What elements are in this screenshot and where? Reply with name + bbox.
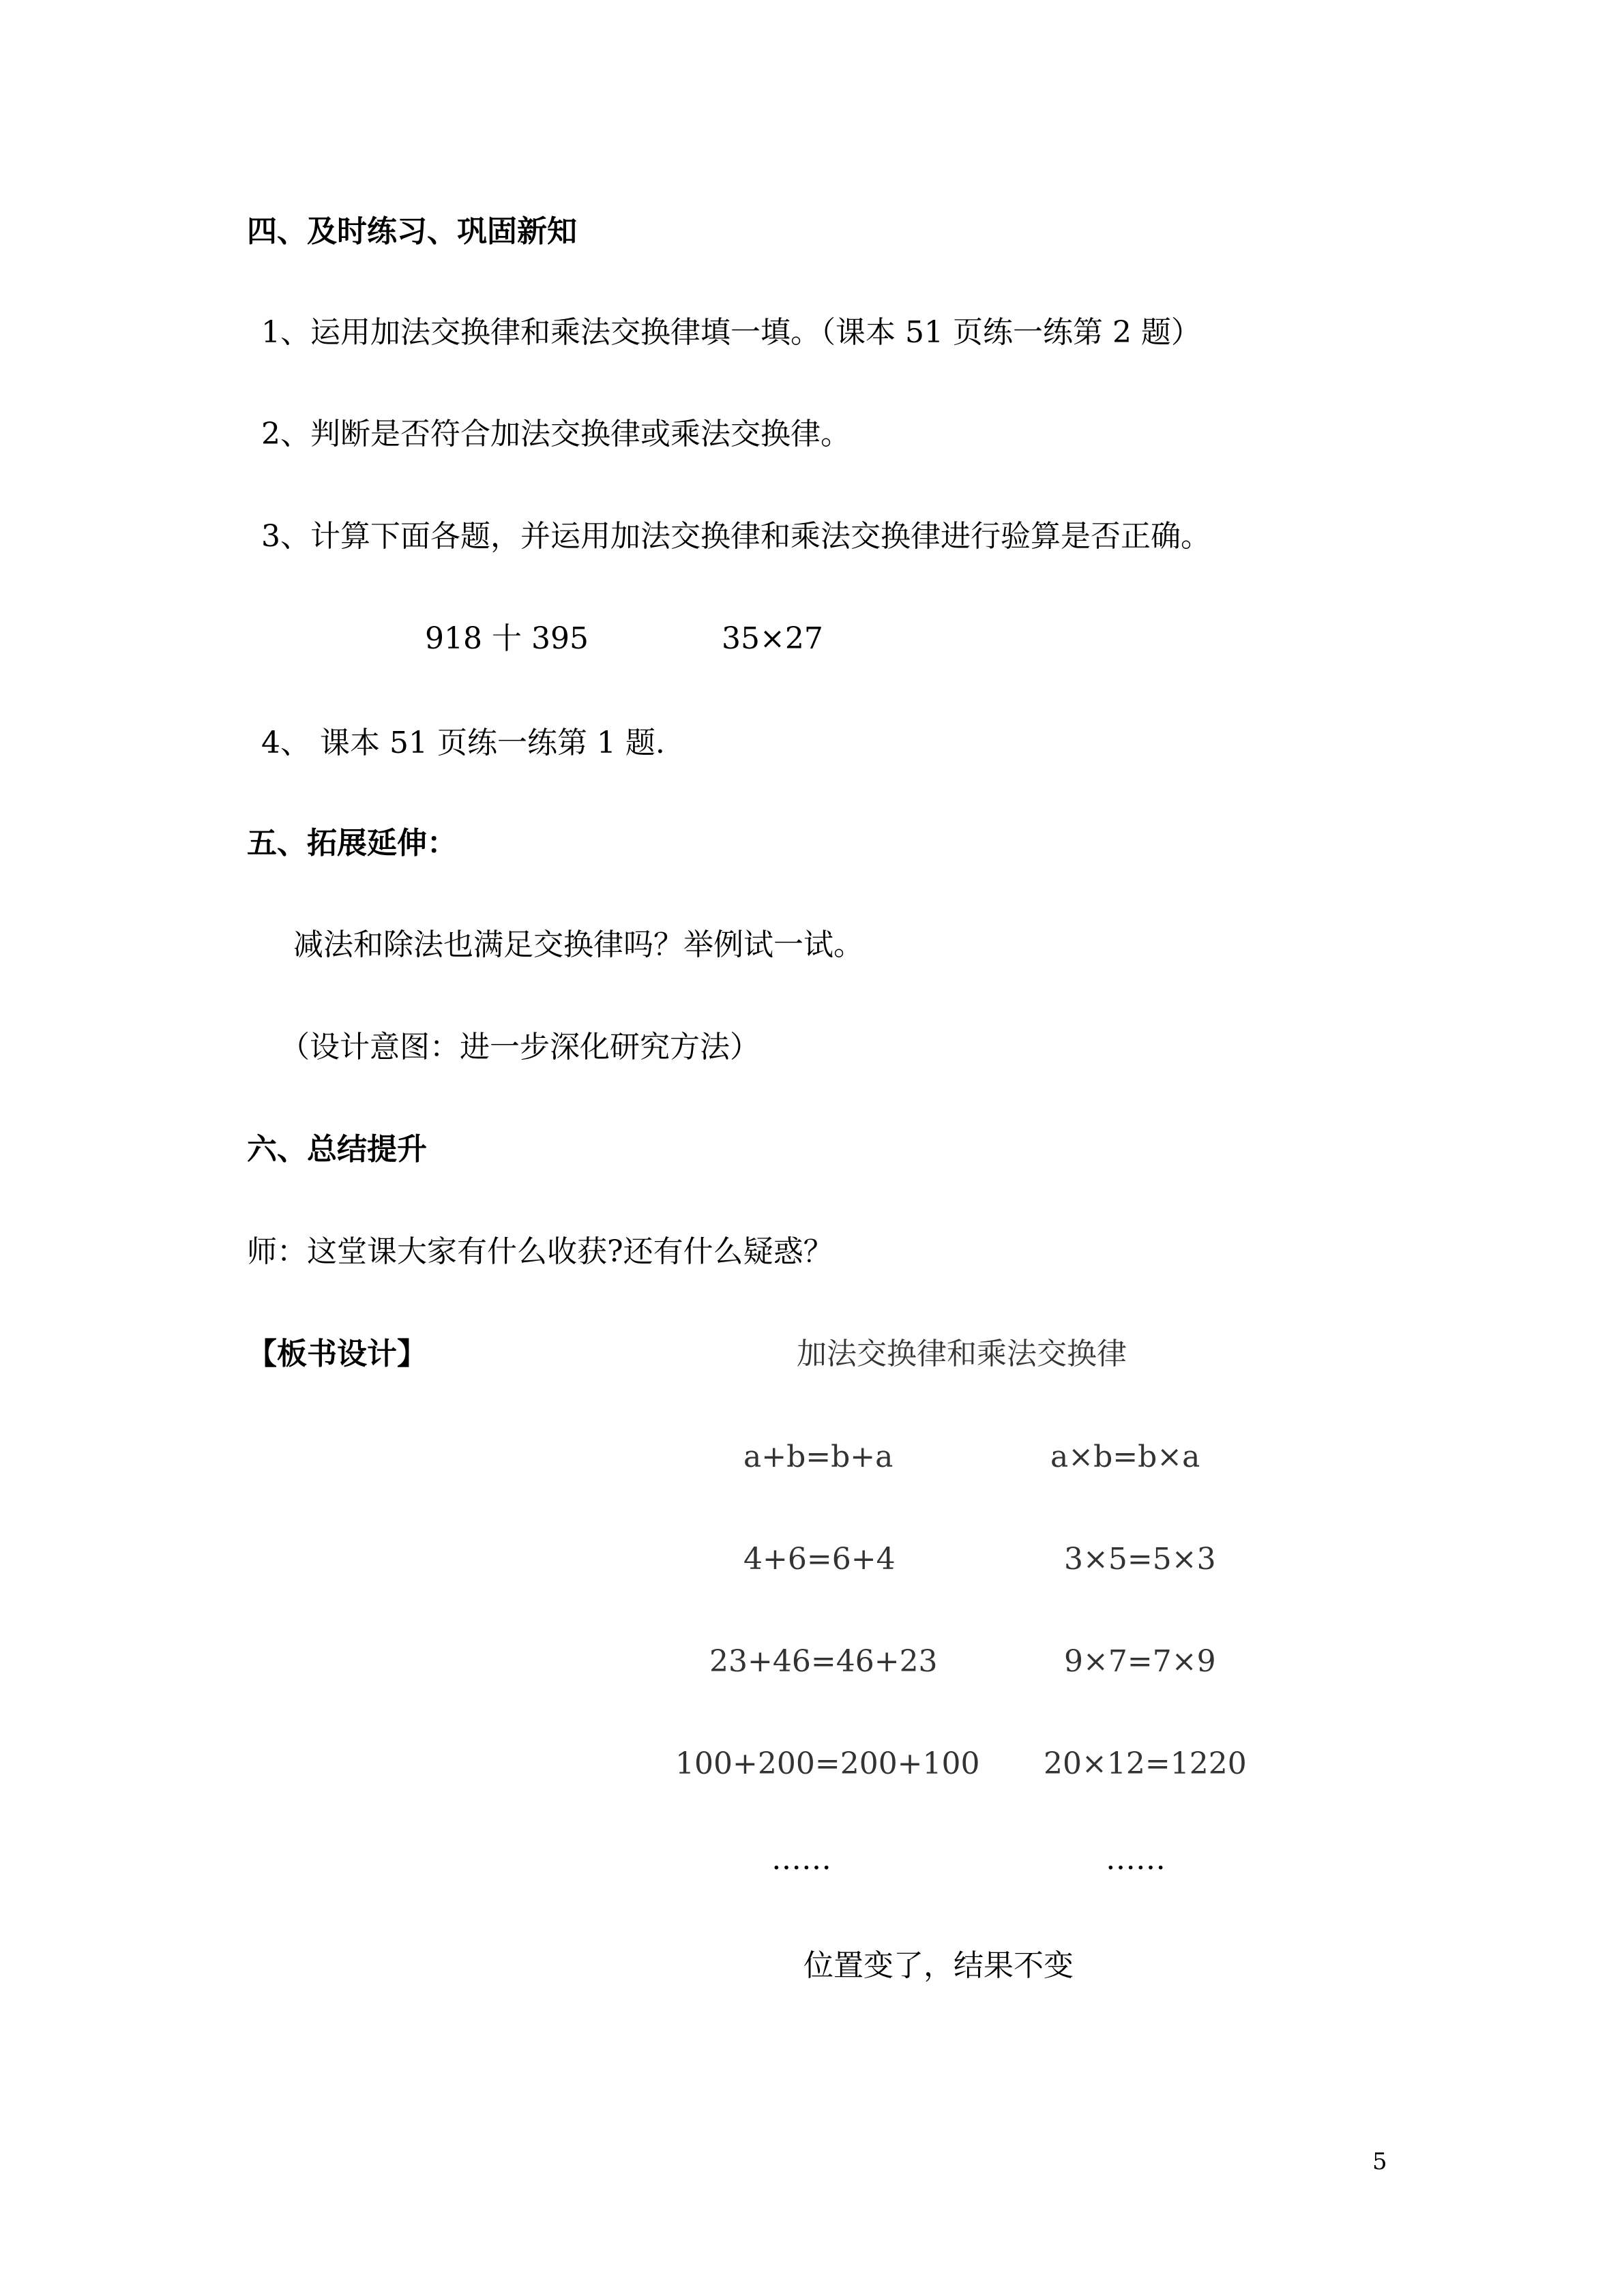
teacher-question: 师：这堂课大家有什么收获?还有什么疑惑？ [247, 1234, 833, 1269]
board-add-row: 23+46=46+23 [709, 1644, 938, 1679]
page-number: 5 [1372, 2148, 1387, 2175]
calc-addition: 918 十 395 [425, 621, 589, 656]
board-summary: 位置变了，结果不变 [803, 1948, 1074, 1983]
extension-question: 减法和除法也满足交换律吗？举例试一试。 [293, 927, 863, 962]
exercise-2: 2、判断是否符合加法交换律或乘法交换律。 [261, 417, 851, 451]
board-add-row: a+b=b+a [743, 1440, 894, 1474]
board-title: 加法交换律和乘法交换律 [797, 1337, 1127, 1371]
section6-heading: 六、总结提升 [247, 1132, 427, 1167]
board-add-ellipsis: …… [771, 1842, 831, 1877]
exercise-1: 1、运用加法交换律和乘法交换律填一填。（课本 51 页练一练第 2 题） [261, 315, 1201, 350]
board-mul-ellipsis: …… [1106, 1842, 1166, 1877]
board-add-row: 4+6=6+4 [743, 1542, 896, 1577]
design-intent: （设计意图：进一步深化研究方法） [280, 1030, 760, 1064]
board-add-row: 100+200=200+100 [675, 1746, 980, 1781]
exercise-4: 4、 课本 51 页练一练第 1 题. [261, 726, 665, 760]
board-mul-row: 9×7=7×9 [1064, 1644, 1216, 1679]
section5-heading: 五、拓展延伸： [247, 826, 457, 861]
section4-heading: 四、及时练习、巩固新知 [247, 214, 577, 249]
board-mul-row: 3×5=5×3 [1064, 1542, 1216, 1577]
board-mul-row: a×b=b×a [1050, 1440, 1200, 1474]
exercise-3: 3、计算下面各题，并运用加法交换律和乘法交换律进行验算是否正确。 [261, 519, 1211, 554]
board-mul-row: 20×12=1220 [1044, 1746, 1247, 1781]
calc-multiplication: 35×27 [722, 621, 823, 656]
board-label: 【板书设计】 [247, 1337, 427, 1371]
